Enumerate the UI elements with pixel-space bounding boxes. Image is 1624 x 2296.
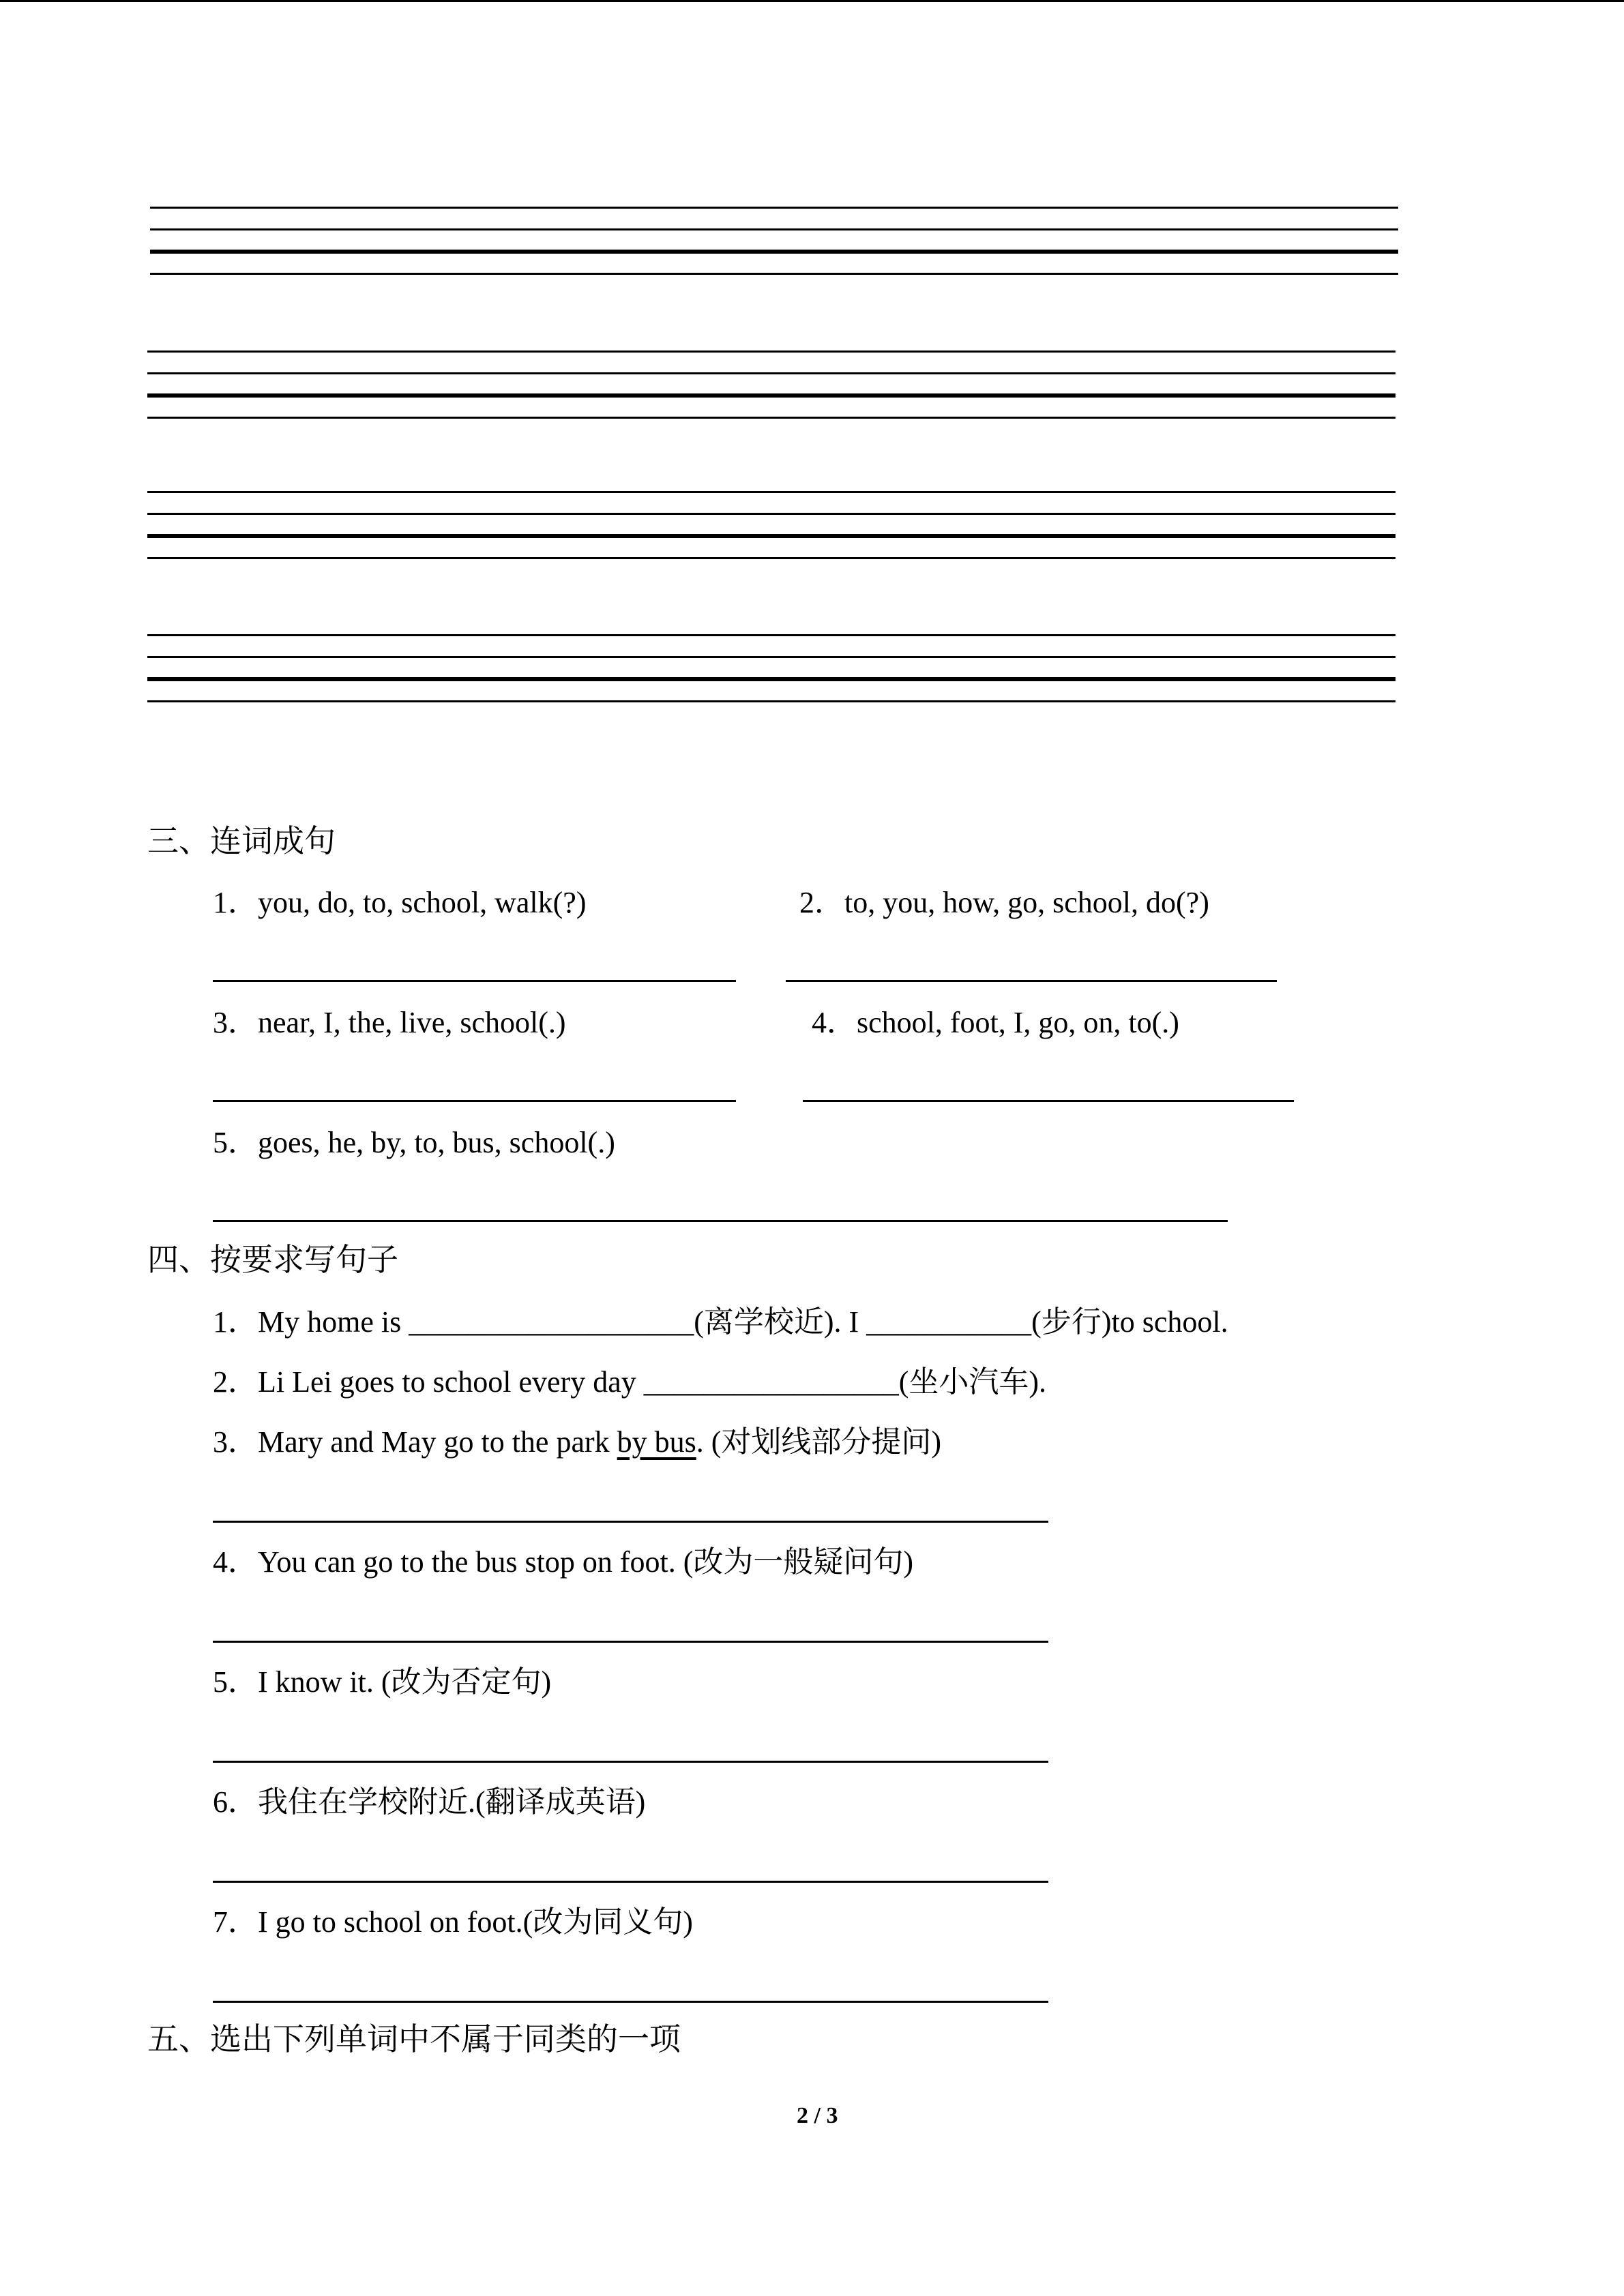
item-text: to, you, how, go, school, do(?) [844,886,1209,919]
answer-line[interactable] [213,1521,1048,1523]
handwriting-line [147,351,1396,353]
answer-line[interactable] [213,1220,1228,1222]
page-top-border [0,0,1624,2]
section4-item-5 [213,1663,551,1701]
section3-title: 三、连词成句 [147,824,336,859]
handwriting-line [147,372,1396,374]
answer-line[interactable] [213,1881,1048,1883]
handwriting-line [147,557,1396,559]
answer-line[interactable] [213,980,736,982]
handwriting-line [150,250,1398,254]
handwriting-line [147,513,1396,515]
section5-title: 五、选出下列单词中不属于同类的一项 [147,2022,681,2057]
handwriting-line [147,634,1396,636]
section4-item-3 [213,1423,941,1461]
answer-line[interactable] [213,1641,1048,1643]
section4-title: 四、按要求写句子 [147,1242,398,1277]
section4-item-7 [213,1903,693,1941]
handwriting-line [150,273,1398,275]
page-number: 2 / 3 [797,2103,838,2128]
section4-item-4 [213,1543,913,1581]
item-text: I go to school on foot.(改为同义句) [258,1905,693,1939]
item-text: school, foot, I, go, on, to(.) [857,1006,1179,1039]
handwriting-line [147,491,1396,493]
section3-item-1 [213,884,586,922]
item-text: 我住在学校附近.(翻译成英语) [258,1785,646,1819]
item-text: You can go to the bus stop on foot. (改为一般疑问句) [258,1545,914,1579]
item-text: My home is ___________________(离学校近). I ___________(步行)to school. [258,1305,1228,1339]
item-number: 5． [213,1126,258,1159]
item-text: near, I, the, live, school(.) [258,1006,566,1039]
handwriting-line [147,417,1396,419]
item-number: 2． [213,1365,258,1399]
item-number: 4． [812,1006,857,1039]
answer-line[interactable] [213,1761,1048,1763]
handwriting-line [147,656,1396,658]
item-number: 1． [213,886,258,919]
item-text: Li Lei goes to school every day _________________(坐小汽车). [258,1365,1047,1399]
handwriting-line [150,228,1398,230]
handwriting-line [147,393,1396,398]
item-number: 3． [213,1425,258,1459]
answer-line[interactable] [803,1100,1294,1102]
item-number: 4． [213,1545,258,1579]
handwriting-line [147,700,1396,702]
item-number: 7． [213,1905,258,1939]
section4-item-6 [213,1783,645,1821]
answer-line[interactable] [213,1100,736,1102]
section4-item-2 [213,1363,1046,1401]
item-number: 1． [213,1305,258,1339]
section3-item-5 [213,1124,615,1162]
underlined-phrase: by bus [617,1425,696,1459]
answer-line[interactable] [786,980,1277,982]
item-text: Mary and May go to the park [258,1425,617,1459]
item-text: goes, he, by, to, bus, school(.) [258,1126,615,1159]
handwriting-line [147,534,1396,538]
answer-line[interactable] [213,2001,1048,2003]
item-instruction: . (对划线部分提问) [696,1425,942,1459]
section3-item-2 [799,884,1209,922]
item-number: 2． [799,886,844,919]
handwriting-line [147,677,1396,681]
handwriting-line [150,207,1398,209]
item-text: you, do, to, school, walk(?) [258,886,587,919]
section4-item-1 [213,1303,1228,1341]
item-text: I know it. (改为否定句) [258,1665,552,1699]
item-number: 5． [213,1665,258,1699]
section3-item-4 [812,1004,1179,1042]
item-number: 3． [213,1006,258,1039]
item-number: 6． [213,1785,258,1819]
section3-item-3 [213,1004,566,1042]
